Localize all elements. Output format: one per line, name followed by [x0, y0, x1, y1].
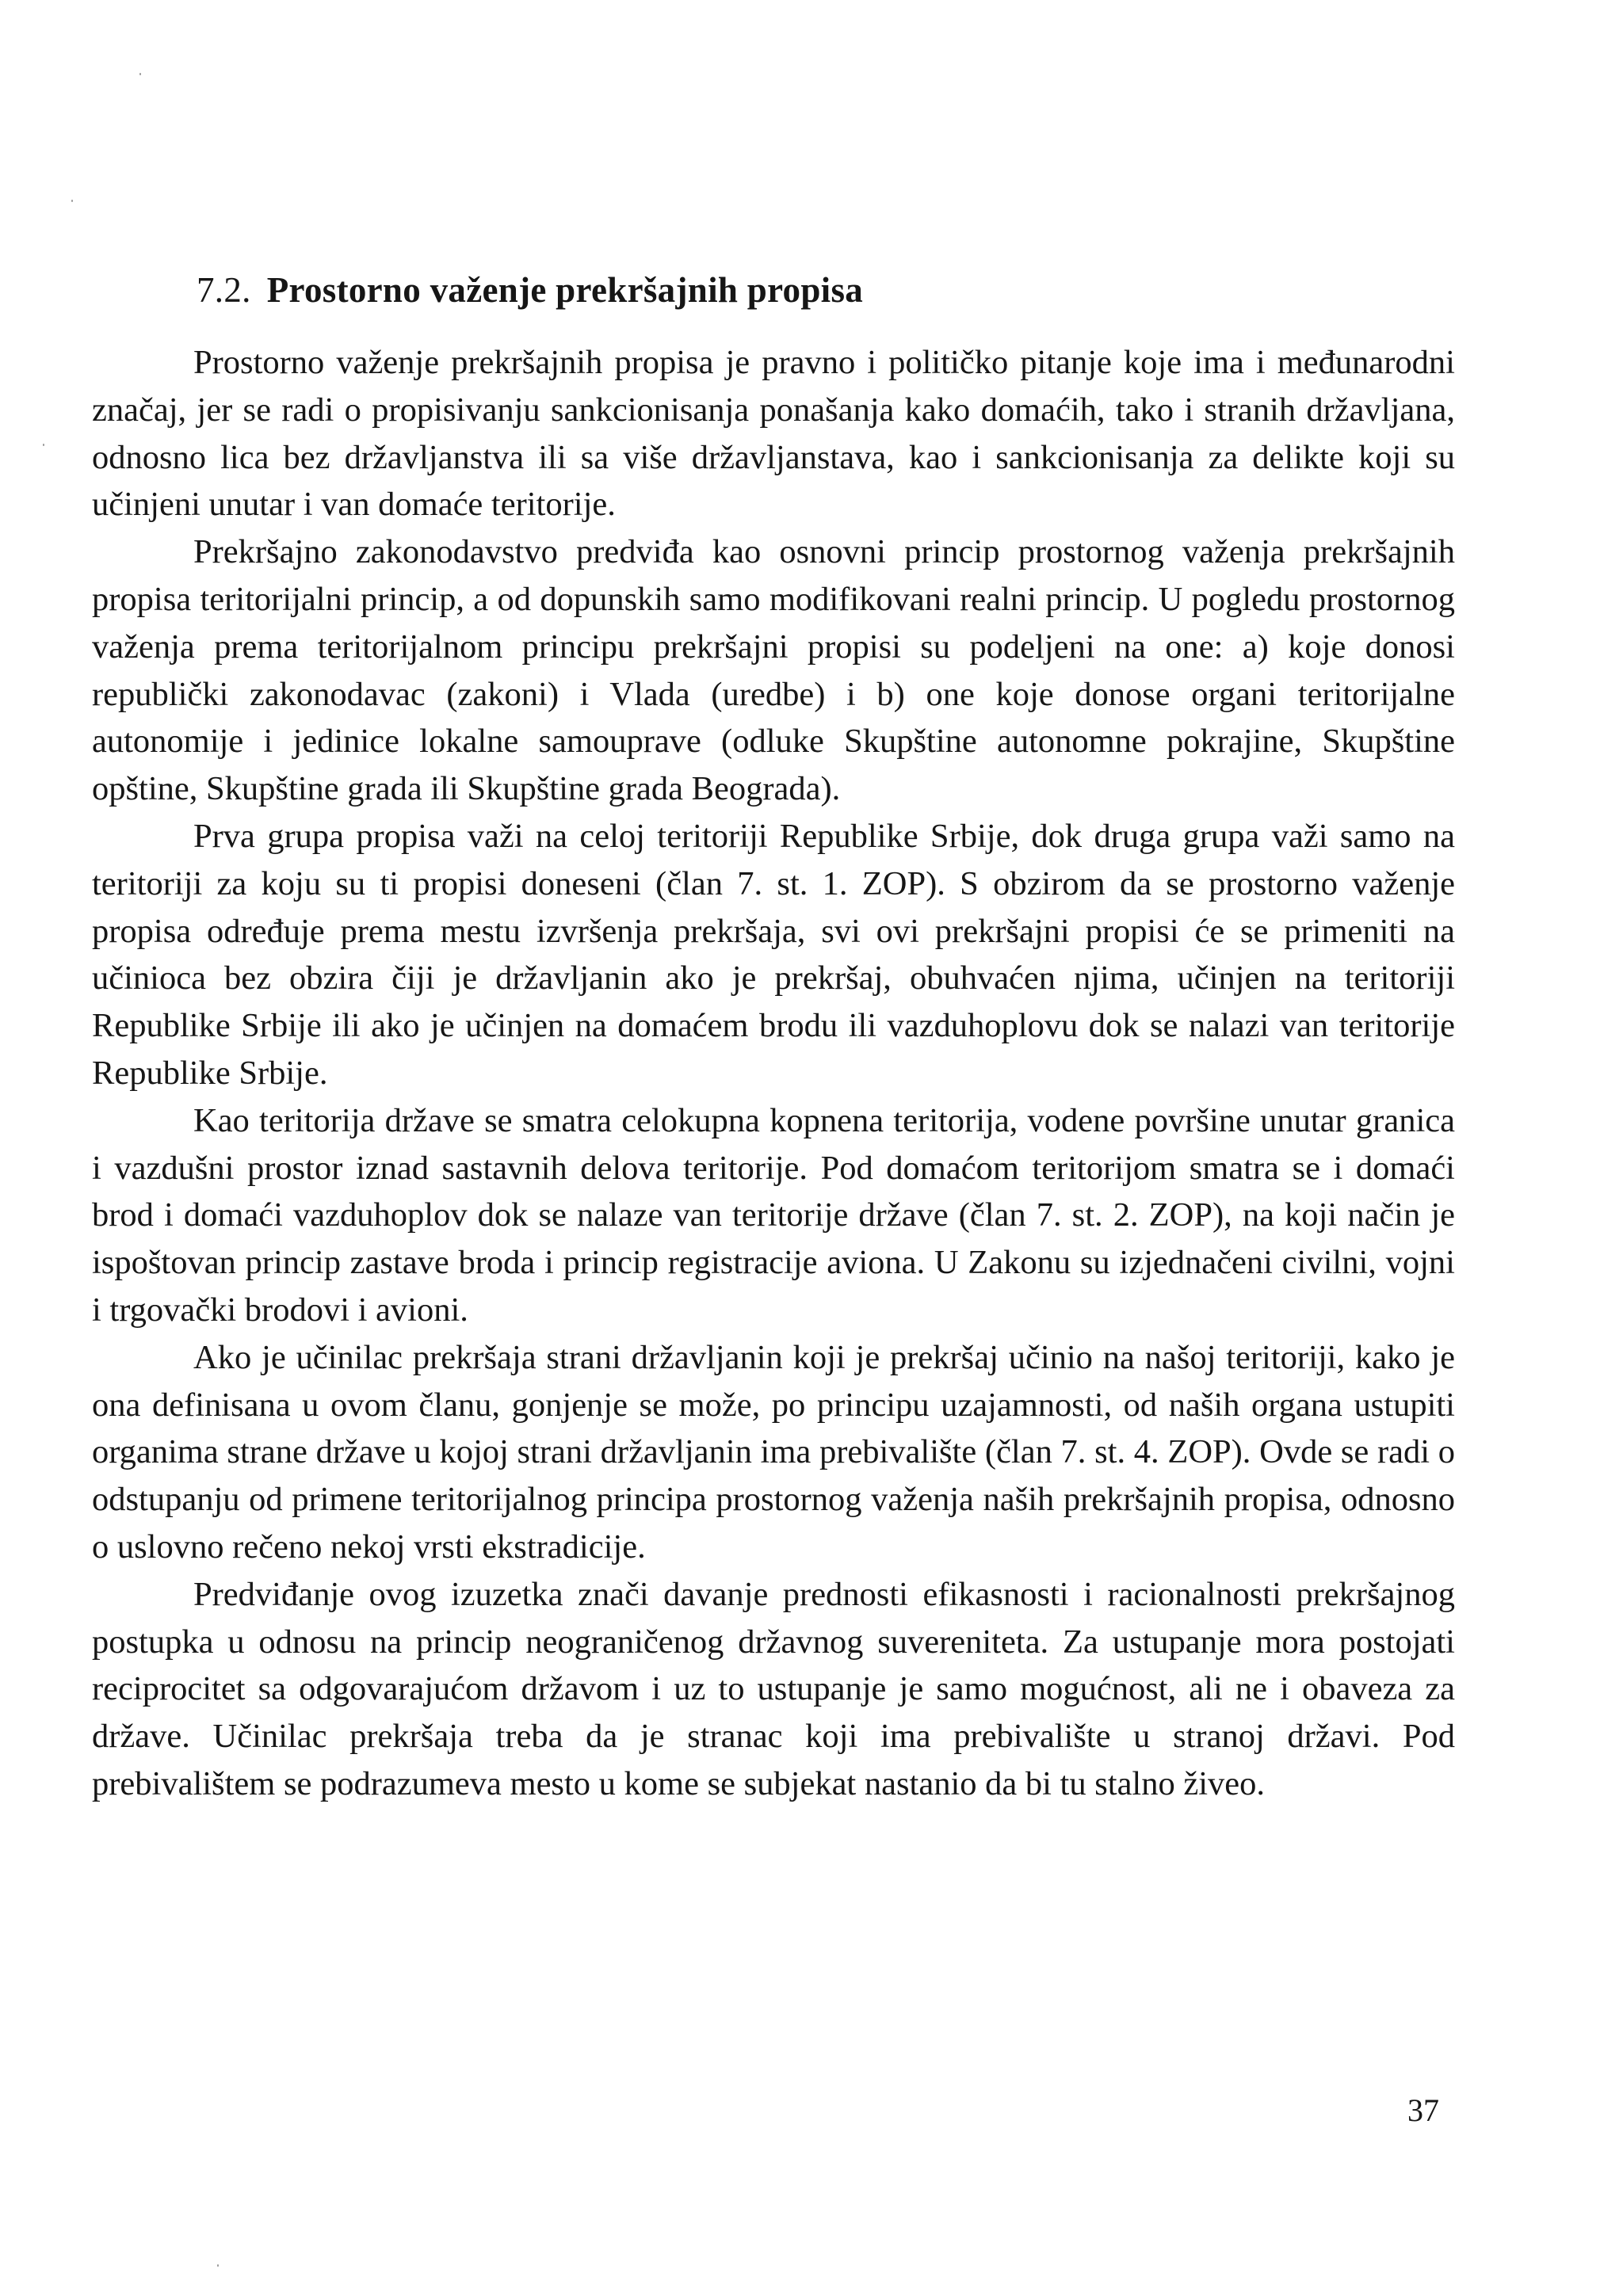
- scan-speck: [139, 73, 141, 75]
- paragraph: Ako je učinilac prekršaja strani državljanin koji je prekršaj učinio na našoj teritoriji, kako je ona definisana u ovom članu, gonjenje se može, po principu uzajamnosti, od naših organa ustupiti organima strane države u kojoj strani državljanin ima prebivalište (član 7. st. 4. ZOP). Ovde se radi o odstupanju od primene teritorijalnog principa prostornog važenja naših prekršajnih propisa, odnosno o uslovno rečeno nekoj vrsti ekstradicije.: [92, 1338, 1455, 1566]
- paragraph: Kao teritorija države se smatra celokupna kopnena teritorija, vodene površine unutar granica i vazdušni prostor iznad sastavnih delova teritorije. Pod domaćom teritorijom smatra se i domaći brod i domaći vazduhoplov dok se nalaze van teritorije države (član 7. st. 2. ZOP), na koji način je ispoštovan princip zastave broda i princip registracije aviona. U Zakonu su izjednačeni civilni, vojni i trgovački brodovi i avioni.: [92, 1101, 1455, 1329]
- page-number: 37: [1407, 2092, 1439, 2128]
- paragraph: Prekršajno zakonodavstvo predviđa kao osnovni princip prostornog važenja prekršajnih propisa teritorijalni princip, a od dopunskih samo modifikovani realni princip. U pogledu prostornog važenja prema teritorijalnom principu prekršajni propisi su podeljeni na one: a) koje donosi republički zakonodavac (zakoni) i Vlada (uredbe) i b) one koje donose organi teritorijalne autonomije i jedinice lokalne samouprave (odluke Skupštine autonomne pokrajine, Skupštine opštine, Skupštine grada ili Skupštine grada Beograda).: [92, 533, 1455, 808]
- paragraph: Prostorno važenje prekršajnih propisa je pravno i političko pitanje koje ima i međunarodni značaj, jer se radi o propisivanju sankcionisanja ponašanja kako domaćih, tako i stranih državljana, odnosno lica bez državljanstva ili sa više državljanstava, kao i sankcionisanja za delikte koji su učinjeni unutar i van domaće teritorije.: [92, 344, 1455, 524]
- section-heading: [197, 268, 1480, 312]
- paragraph: Prva grupa propisa važi na celoj teritoriji Republike Srbije, dok druga grupa važi samo na teritoriji za koju su ti propisi doneseni (član 7. st. 1. ZOP). S obzirom da se prostorno važenje propisa određuje prema mestu izvršenja prekršaja, svi ovi prekršajni propisi će se primeniti na učinioca bez obzira čiji je državljanin ako je prekršaj, obuhvaćen njima, učinjen na teritoriji Republike Srbije ili ako je učinjen na domaćem brodu ili vazduhoplovu dok se nalazi van teritorije Republike Srbije.: [92, 817, 1455, 1092]
- scan-speck: [43, 444, 44, 446]
- section-title: Prostorno važenje prekršajnih propisa: [266, 270, 864, 310]
- body-text: [92, 339, 1455, 1808]
- scan-speck: [71, 200, 73, 202]
- section-number: 7.2.: [197, 270, 251, 310]
- scan-speck: [217, 2264, 219, 2267]
- paragraph: Predviđanje ovog izuzetka znači davanje prednosti efikasnosti i racionalnosti prekršajnog postupka u odnosu na princip neograničenog državnog suvereniteta. Za ustupanje mora postojati reciprocitet sa odgovarajućom državom i uz to ustupanje je samo mogućnost, ali ne i obaveza za države. Učinilac prekršaja treba da je stranac koji ima prebivalište u stranoj državi. Pod prebivalištem se podrazumeva mesto u kome se subjekat nastanio da bi tu stalno živeo.: [92, 1575, 1455, 1802]
